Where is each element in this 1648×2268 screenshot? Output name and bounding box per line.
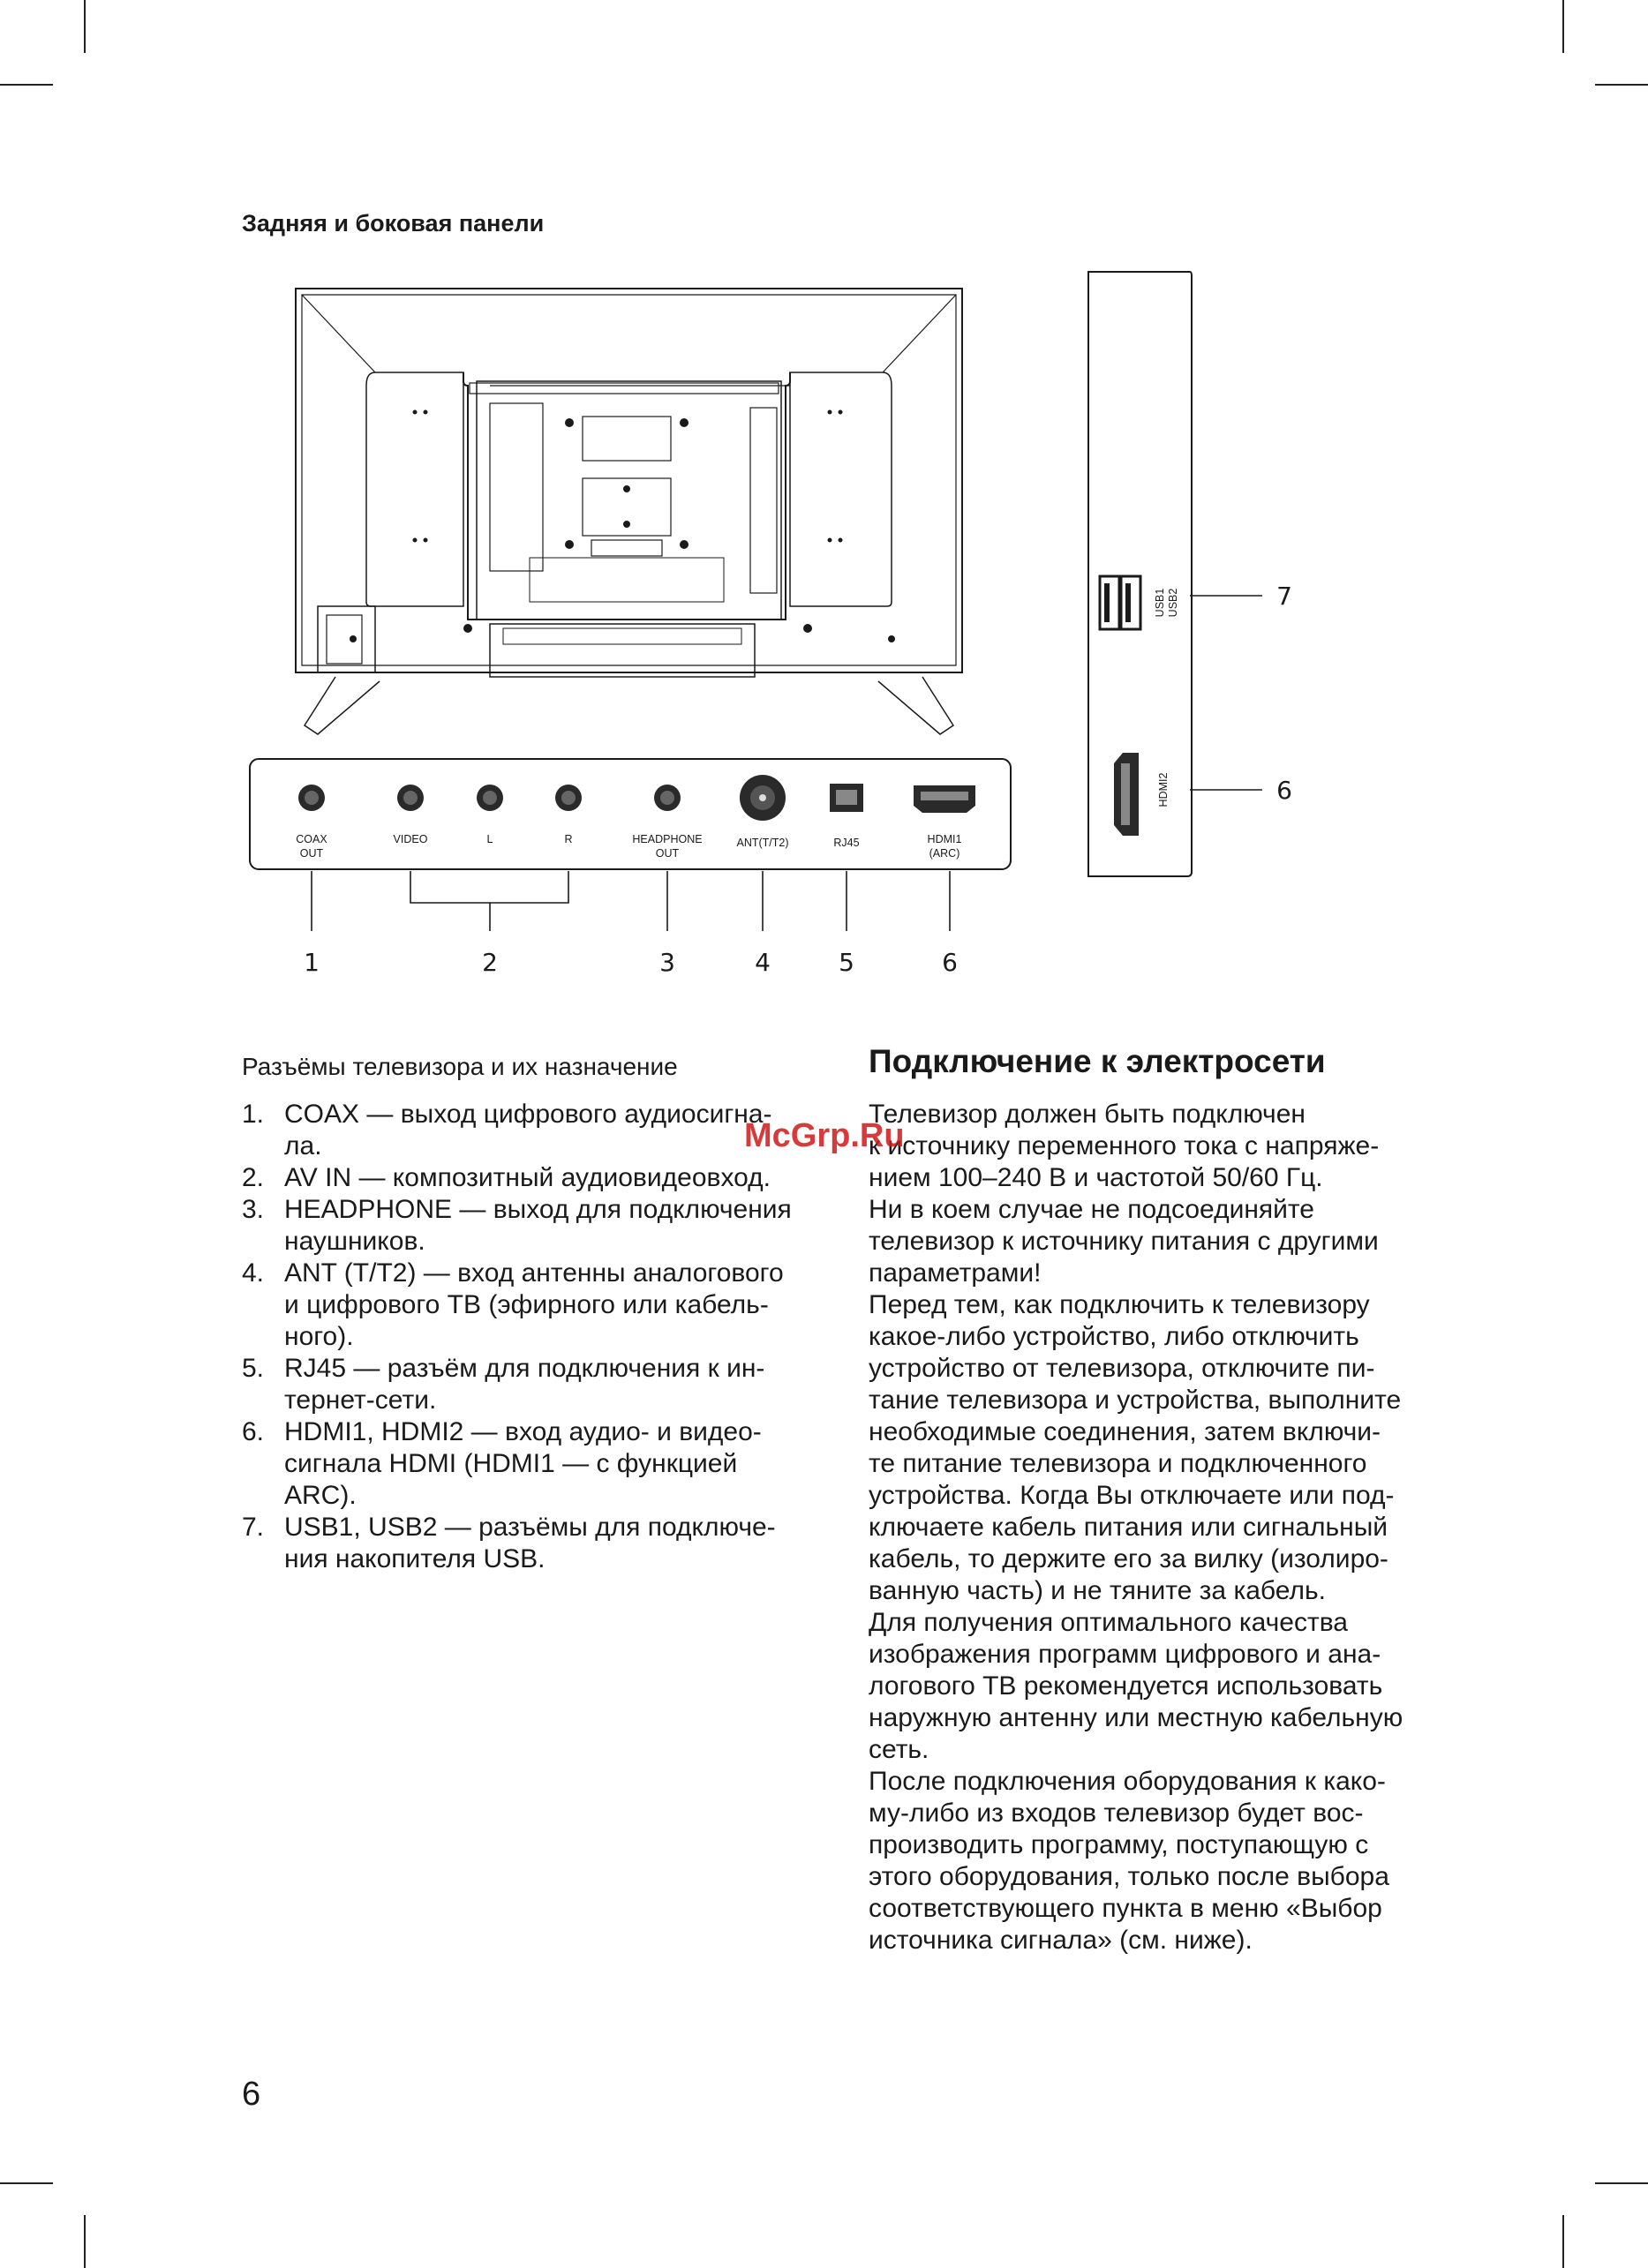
watermark: McGrp.Ru [744, 1117, 905, 1154]
paragraph-line: какое-либо устройство, либо отключить [869, 1322, 1359, 1351]
list-item-number: 2. [242, 1163, 265, 1192]
crop-mark [0, 2182, 53, 2184]
list-item [242, 1194, 842, 1258]
port-label: L [486, 833, 493, 845]
paragraph-line: нием 100–240 В и частотой 50/60 Гц. [869, 1163, 1323, 1192]
paragraph-line: источника сигнала» (см. ниже). [869, 1926, 1253, 1955]
list-item [242, 1416, 842, 1512]
list-item-number: 6. [242, 1417, 265, 1446]
list-item [242, 1512, 842, 1575]
paragraph-line: кабель, то держите его за вилку (изолиро- [869, 1544, 1388, 1573]
list-item-line: HEADPHONE — выход для подключения [284, 1195, 792, 1224]
crop-mark [1595, 84, 1648, 86]
paragraph-line: телевизор к источнику питания с другими [869, 1227, 1379, 1256]
port-label: RJ45 [833, 837, 860, 849]
list-item [242, 1162, 842, 1194]
paragraph-line: Ни в коем случае не подсоединяйте [869, 1195, 1314, 1224]
usb1-label: USB1 [1154, 588, 1166, 618]
crop-mark [1562, 0, 1564, 53]
list-item-line: ного). [284, 1322, 354, 1351]
callout-number: 5 [839, 948, 854, 977]
port-label: VIDEO [393, 833, 428, 845]
port-label: OUT [299, 847, 324, 860]
side-connector-panel [1086, 269, 1315, 887]
connectors-list [242, 1099, 842, 1575]
crop-mark [1562, 2215, 1564, 2268]
paragraph-line: к источнику переменного тока с напряже- [869, 1131, 1380, 1160]
list-item-line: AV IN — композитный аудиовидеовход. [284, 1163, 771, 1192]
paragraph-line: тание телевизора и устройства, выполните [869, 1386, 1402, 1415]
list-item-line: сигнала HDMI (HDMI1 — с функцией [284, 1449, 738, 1478]
list-item-line: ANT (T/T2) — вход антенны аналогового [284, 1258, 784, 1288]
list-item [242, 1353, 842, 1416]
port-label: ANT(T/T2) [736, 837, 789, 849]
paragraph-line: Телевизор должен быть подключен [869, 1100, 1306, 1129]
callout-number: 6 [942, 948, 958, 977]
list-item-line: наушников. [284, 1227, 425, 1256]
paragraph-line: логового ТВ рекомендуется использовать [869, 1671, 1383, 1701]
crop-mark [0, 84, 53, 86]
list-item-line: тернет-сети. [284, 1386, 437, 1415]
paragraph-line: ключаете кабель питания или сигнальный [869, 1513, 1388, 1542]
paragraph-line: Для получения оптимального качества [869, 1608, 1348, 1637]
list-item-line: ния накопителя USB. [284, 1544, 546, 1573]
paragraph-line: этого оборудования, только после выбора [869, 1862, 1389, 1891]
antenna-connector-icon [740, 775, 786, 821]
audio-l-jack-icon [477, 785, 503, 811]
hdmi2-label: HDMI2 [1157, 772, 1170, 807]
paragraph-line: После подключения оборудования к како- [869, 1767, 1386, 1796]
paragraph-line: соответствующего пункта в меню «Выбор [869, 1894, 1382, 1923]
audio-r-jack-icon [555, 785, 582, 811]
callout-number: 2 [482, 948, 498, 977]
page-number: 6 [242, 2076, 261, 2113]
power-paragraph [869, 1099, 1460, 1956]
paragraph-line: параметрами! [869, 1258, 1042, 1288]
crop-mark [1595, 2182, 1648, 2184]
list-item-line: USB1, USB2 — разъёмы для подключе- [284, 1513, 776, 1542]
list-item-line: RJ45 — разъём для подключения к ин- [284, 1354, 765, 1383]
paragraph-line: устройство от телевизора, отключите пи- [869, 1354, 1375, 1383]
port-label: R [564, 833, 573, 845]
callout-number: 7 [1276, 582, 1292, 611]
coax-out-jack-icon [298, 785, 325, 811]
paragraph-line: Перед тем, как подключить к телевизору [869, 1290, 1370, 1319]
tv-rear-illustration [291, 284, 967, 752]
paragraph-line: ванную часть) и не тяните за кабель. [869, 1576, 1326, 1605]
power-heading: Подключение к электросети [869, 1043, 1326, 1079]
paragraph-line: производить программу, поступающую с [869, 1830, 1369, 1859]
usb-ports-icon [1100, 576, 1140, 629]
paragraph-line: му-либо из входов телевизор будет вос- [869, 1799, 1364, 1828]
paragraph-line: изображения программ цифрового и ана- [869, 1640, 1381, 1669]
usb2-label: USB2 [1167, 588, 1179, 618]
list-item-number: 5. [242, 1354, 265, 1383]
crop-mark [84, 2215, 86, 2268]
port-label: COAX [296, 833, 327, 845]
port-label: HDMI1 [927, 833, 962, 845]
headphone-jack-icon [654, 785, 681, 811]
callout-number: 1 [304, 948, 320, 977]
list-item-number: 3. [242, 1195, 265, 1224]
crop-mark [84, 0, 86, 53]
list-item-line: и цифрового ТВ (эфирного или кабель- [284, 1290, 769, 1319]
port-label: OUT [655, 847, 680, 860]
section-title: Задняя и боковая панели [242, 210, 545, 237]
list-item-line: HDMI1, HDMI2 — вход аудио- и видео- [284, 1417, 762, 1446]
paragraph-line: сеть. [869, 1735, 929, 1764]
hdmi2-port-icon [1114, 753, 1139, 836]
port-label: HEADPHONE [632, 833, 703, 845]
port-label: (ARC) [929, 847, 960, 860]
video-jack-icon [397, 785, 424, 811]
list-item-number: 1. [242, 1100, 265, 1129]
list-item-line: COAX — выход цифрового аудиосигна- [284, 1100, 772, 1129]
list-item-line: ла. [284, 1131, 322, 1160]
callout-number: 4 [755, 948, 771, 977]
list-item [242, 1258, 842, 1353]
callout-number: 3 [659, 948, 675, 977]
list-item-line: ARC). [284, 1481, 357, 1510]
list-item-number: 4. [242, 1258, 265, 1288]
list-item-number: 7. [242, 1513, 265, 1542]
rear-connector-panel [247, 755, 1015, 984]
paragraph-line: необходимые соединения, затем включи- [869, 1417, 1381, 1446]
paragraph-line: наружную антенну или местную кабельную [869, 1703, 1403, 1732]
paragraph-line: те питание телевизора и подключенного [869, 1449, 1367, 1478]
rj45-port-icon [830, 784, 863, 812]
callout-number: 6 [1276, 776, 1292, 805]
paragraph-line: устройства. Когда Вы отключаете или под- [869, 1481, 1395, 1510]
hdmi1-port-icon [914, 785, 975, 813]
connectors-heading: Разъёмы телевизора и их назначение [242, 1053, 678, 1080]
